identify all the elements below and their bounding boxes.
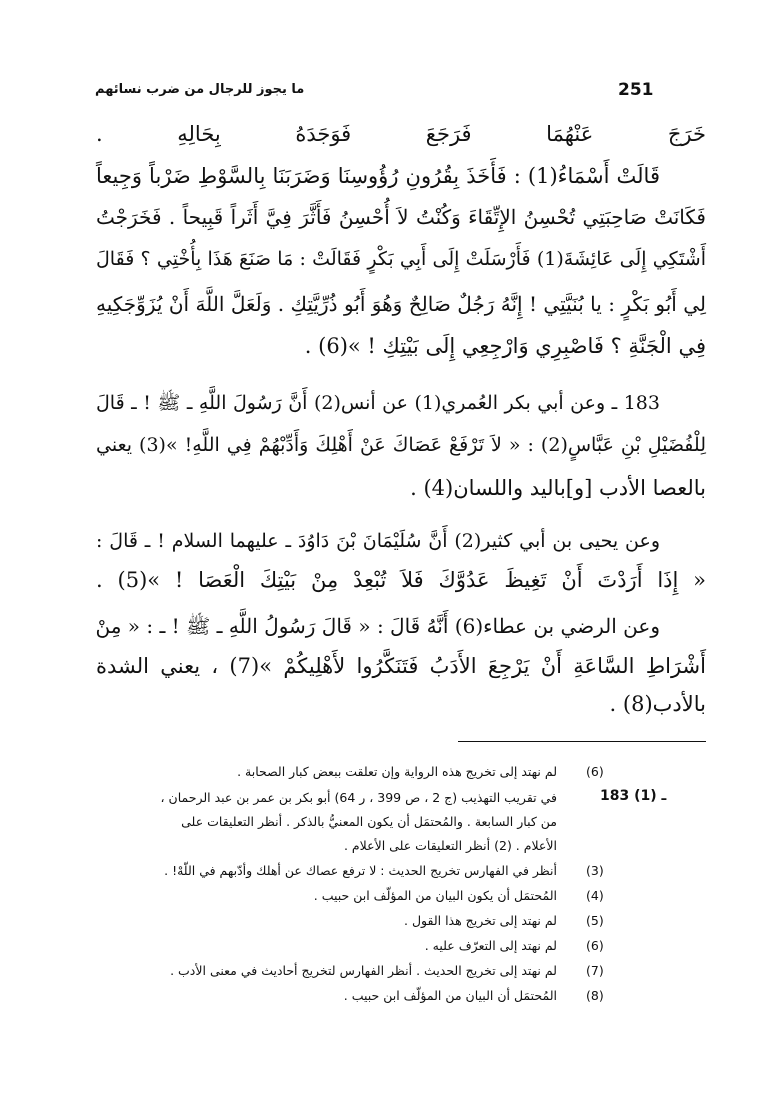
footnote-text: في تقريب التهذيب (ج 2 ، ص 399 ، ر 64) أبو بكر بن عمر بن عبد الرحمان ، xyxy=(160,790,557,805)
text-line: 183 ـ وعن أبي بكر العُمري(1) عن أنس(2) أَنَّ رَسُولَ اللَّهِ ـ ﷺ ! ـ قَالَ xyxy=(96,392,660,414)
footnote-text: المُحتمَل أن يكون البيان من المؤلّف ابن حبيب . xyxy=(313,888,557,903)
page-number: 251 xyxy=(618,80,654,100)
footnote-text: لم نهتد إلى تخريج الحديث . أنظر الفهارس لتخريج أحاديث في معنى الأدب . xyxy=(170,963,557,978)
text-line: لِلْفُضَيْلِ بْنِ عَبَّاسٍ(2) : « لاَ تَرْفَعْ عَصَاكَ عَنْ أَهْلِكَ وَأَدِّبْهُمْ فِي اللَّهِ! »(3) يعني xyxy=(96,434,706,456)
running-title: ما يجوز للرجال من ضرب نسائهم xyxy=(95,82,305,97)
footnote-label: (5) xyxy=(586,913,604,928)
footnote-text: أنظر في الفهارس تخريج الحديث : لا ترفع عصاك عن أهلك وأدّبهم في اللّهْ! . xyxy=(164,863,557,878)
text-line: بالعصا الأدب [و]باليد واللسان(4) . xyxy=(410,476,706,500)
text-line: « إِذَا أَرَدْتَ أَنْ تَغِيظَ عَدُوَّكَ فَلاَ تُبْعِدْ مِنْ بَيْتِكَ الْعَصَا ! »(5) . xyxy=(96,568,707,592)
text-line: لِي أَبُو بَكْرٍ : يا بُنَيَّتِي ! إِنَّهُ رَجُلٌ صَالِحٌ وَهُوَ أَبُو ذُرِّيَّتِكِ . وَلَعَلَّ اللَّهَ أَنْ يُزَوِّجَكِيهِ xyxy=(96,292,706,316)
text-line: بالأدب(8) . xyxy=(609,692,706,716)
text-line: وعن الرضي بن عطاء(6) أَنَّهُ قَالَ : « قَالَ رَسُولُ اللَّهِ ـ ﷺ ! ـ : « مِنْ xyxy=(95,614,660,638)
footnote-label: (6) xyxy=(586,938,604,953)
footnote-label: (3) xyxy=(586,863,604,878)
footnote-text: من كبار السابعة . والمُحتمَل أن يكون المعنيُّ بالذكر . أنظر التعليقات على xyxy=(181,814,557,829)
text-line: قَالَتْ أَسْمَاءُ(1) : فَأَخَذَ بِقُرُونِ رُؤُوسِنَا وَضَرَبَنَا بِالسَّوْطِ ضَرْباً وَجِيعاً xyxy=(96,164,660,188)
footnote-text: لم نهتد إلى تخريج هذا القول . xyxy=(404,913,557,928)
text-line: خَرَجَ عَنْهُمَا فَرَجَعَ فَوَجَدَهُ بِحَالِهِ . xyxy=(96,122,706,146)
text-line: أَشْرَاطِ السَّاعَةِ أَنْ يَرْجِعَ الأَدَبُ فَتَنَكَّرُوا لأَهْلِيكُمْ »(7) ، يعني الشدة xyxy=(96,654,706,678)
text-line: فَكَانَتْ صَاحِبَتِي تُحْسِنُ الإِتِّقَاءَ وَكُنْتُ لاَ أُحْسِنُ فَأَثَّرَ فِيَّ أَثَراً قَبِيحاً . فَخَرَجْتُ xyxy=(96,205,706,229)
footnote-label: (4) xyxy=(586,888,604,903)
text-line: فِي الْجَنَّةِ ؟ فَاصْبِرِي وَارْجِعِي إِلَى بَيْتِكِ ! »(6) . xyxy=(304,334,706,358)
footnote-label: 183 ـ (1) xyxy=(600,788,667,804)
footnote-label: (6) xyxy=(586,764,604,779)
text-line: أَشْتَكِي إِلَى عَائِشَةَ(1) فَأَرْسَلَتْ إِلَى أَبِي بَكْرٍ فَقَالَتْ : مَا صَنَعَ هَذَا بِأُخْتِي ؟ فَقَالَ xyxy=(96,248,706,270)
footnote-label: (7) xyxy=(586,963,604,978)
footnote-text: لم نهتد إلى تخريج هذه الرواية وإن تعلقت ببعض كبار الصحابة . xyxy=(237,764,557,779)
footnote-text: المُحتمَل أن البيان من المؤلّف ابن حبيب . xyxy=(343,988,557,1003)
footnote-text: لم نهتد إلى التعرّف عليه . xyxy=(424,938,557,953)
footnote-label: (8) xyxy=(586,988,604,1003)
text-line: وعن يحيى بن أبي كثير(2) أَنَّ سُلَيْمَانَ بْنَ دَاوُدَ ـ عليهما السلام ! ـ قَالَ : xyxy=(96,530,661,552)
footnote-separator xyxy=(458,741,706,742)
footnote-text: الأعلام . (2) أنظر التعليقات على الأعلام . xyxy=(343,838,557,853)
